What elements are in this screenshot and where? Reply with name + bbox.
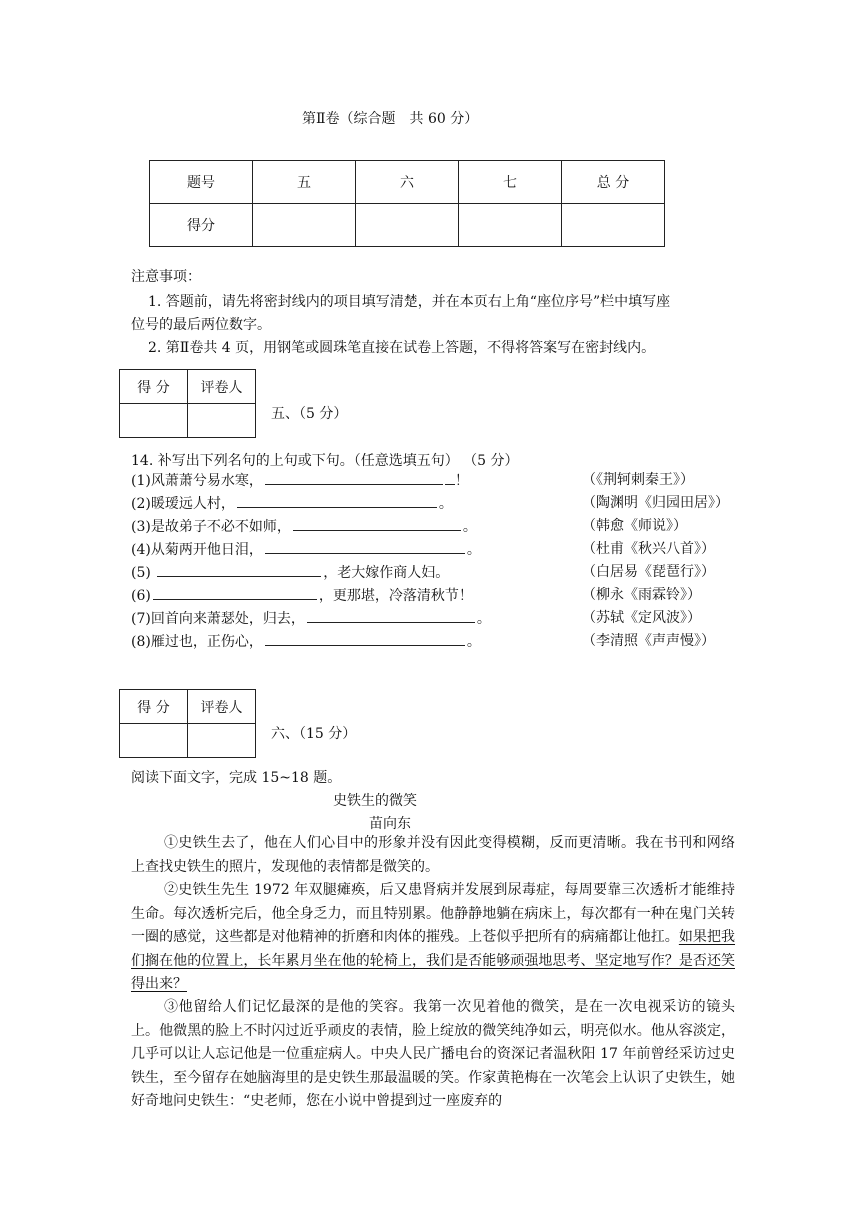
score-row-label: 得分 — [150, 204, 253, 247]
poem-source-1: （《荆轲刺秦王》） — [582, 472, 694, 488]
poem-source-4: （杜甫《秋兴八首》） — [582, 541, 715, 557]
score-label: 得 分 — [120, 690, 188, 724]
score-table-header: 六 — [356, 161, 459, 204]
poem-item-7: (7)回首向来萧瑟处，归去， 。 — [131, 607, 491, 631]
poem-item-6: (6) ，更那堪，冷落清秋节！ — [131, 584, 473, 608]
poem-source-8: （李清照《声声慢》） — [582, 633, 715, 649]
answer-blank-2[interactable] — [237, 492, 437, 508]
grader-box-section5 — [119, 369, 256, 438]
score-table-header: 题号 — [150, 161, 253, 204]
answer-blank-8[interactable] — [265, 630, 465, 646]
answer-blank-5[interactable] — [157, 561, 321, 577]
poem-source-3: （韩愈《师说》） — [582, 518, 687, 534]
answer-blank-1[interactable] — [265, 469, 443, 485]
notes-item-1-cont: 位号的最后两位数字。 — [131, 317, 271, 333]
score-table-header: 总 分 — [562, 161, 665, 204]
poem-item-4: (4)从菊两开他日泪， 。 — [131, 538, 481, 562]
answer-blank-7[interactable] — [307, 607, 475, 623]
underlined-sentence: 如果把我们搁在他的位置上，长年累月坐在他的轮椅上，我们是否能够顽强地思考、坚定地写作？是否还笑得出来？ — [131, 929, 736, 992]
poem-item-1: (1)风萧萧兮易水寒， ！ — [131, 469, 469, 493]
paragraph-3: ③他留给人们记忆最深的是他的笑容。我第一次见着他的微笑，是在一次电视采访的镜头上。他微黑的脸上不时闪过近乎顽皮的表情，脸上绽放的微笑纯净如云，明亮似水。他从容淡定，几乎可以让人忘记他是一位重症病人。中央人民广播电台的资深记者温秋阳 17 年前曾经采访过史铁生，至今留存在她脑海里的是史铁生那最温暖的笑。作家黄艳梅在一次笔会上认识了史铁生，她好奇地问史铁生：“史老师，您在小说中曾提到过一座废弃的 — [131, 999, 735, 1109]
section5-score-cell[interactable] — [120, 404, 188, 438]
score-cell[interactable] — [562, 204, 665, 247]
notes-heading: 注意事项： — [131, 269, 201, 285]
grader-label: 评卷人 — [188, 690, 256, 724]
section6-score-cell[interactable] — [120, 724, 188, 758]
reading-instruction: 阅读下面文字，完成 15~18 题。 — [131, 770, 342, 786]
answer-blank-6[interactable] — [153, 584, 317, 600]
score-table-header: 七 — [459, 161, 562, 204]
score-label: 得 分 — [120, 370, 188, 404]
paragraph-1: ①史铁生去了，他在人们心目中的形象并没有因此变得模糊，反而更清晰。我在书刊和网络上查找史铁生的照片，发现他的表情都是微笑的。 — [131, 835, 735, 875]
poem-source-7: （苏轼《定风波》） — [582, 610, 701, 626]
score-table-header: 五 — [253, 161, 356, 204]
poem-source-6: （柳永《雨霖铃》） — [582, 587, 701, 603]
poem-item-2: (2)暖瑷远人村， 。 — [131, 492, 453, 516]
poem-source-2: （陶渊明《归园田居》） — [582, 495, 729, 511]
poem-item-8: (8)雁过也，正伤心， 。 — [131, 630, 481, 654]
article-author: 苗向东 — [369, 816, 411, 832]
score-table-header-row — [150, 161, 665, 204]
poem-item-5: (5) ，老大嫁作商人妇。 — [131, 561, 449, 585]
section6-label: 六、（15 分） — [271, 726, 357, 742]
answer-blank-4[interactable] — [265, 538, 465, 554]
paragraph-2: ②史铁生先生 1972 年双腿瘫痪，后又患肾病并发展到尿毒症，每周要靠三次透析才能维持生命。每次透析完后，他全身乏力，而且特别累。他静静地躺在病床上，每次都有一种在鬼门关转一圈的感觉，这些都是对他精神的折磨和肉体的摧残。上苍似乎把所有的病痛都让他扛。如果把我们搁在他的位置上，长年累月坐在他的轮椅上，我们是否能够顽强地思考、坚定地写作？是否还笑得出来？ — [131, 882, 736, 992]
question-14: 14. 补写出下列名句的上句或下句。（任意选填五句） （5 分） — [131, 453, 519, 469]
poem-item-3: (3)是故弟子不必不如师， 。 — [131, 515, 477, 539]
score-cell[interactable] — [459, 204, 562, 247]
notes-item-1: 1. 答题前，请先将密封线内的项目填写清楚，并在本页右上角“座位序号”栏中填写座 — [148, 294, 671, 310]
section-title: 第Ⅱ卷（综合题 共 60 分） — [302, 111, 479, 127]
score-table — [149, 160, 665, 247]
grader-box-section6 — [119, 689, 256, 758]
poem-source-5: （白居易《琵琶行》） — [582, 564, 715, 580]
score-cell[interactable] — [356, 204, 459, 247]
score-table-score-row — [150, 204, 665, 247]
section5-label: 五、（5 分） — [271, 406, 348, 422]
article-title: 史铁生的微笑 — [333, 793, 417, 809]
notes-item-2: 2. 第Ⅱ卷共 4 页，用钢笔或圆珠笔直接在试卷上答题，不得将答案写在密封线内。 — [148, 340, 656, 356]
section5-grader-cell[interactable] — [188, 404, 256, 438]
answer-blank-3[interactable] — [293, 515, 461, 531]
section6-grader-cell[interactable] — [188, 724, 256, 758]
score-cell[interactable] — [253, 204, 356, 247]
grader-label: 评卷人 — [188, 370, 256, 404]
